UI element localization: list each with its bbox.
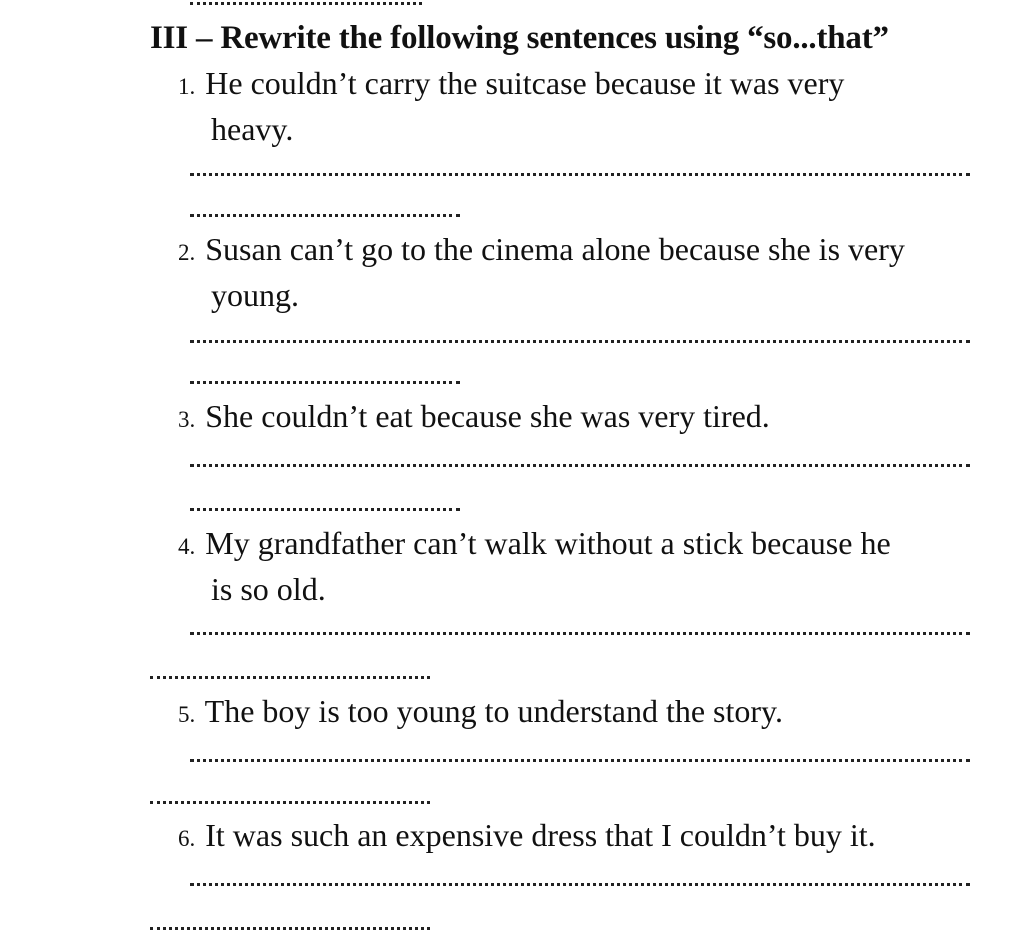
answer-line[interactable] (190, 214, 460, 217)
exercise-item-3 (178, 395, 978, 441)
item-text-line1: Susan can’t go to the cinema alone because she is very (205, 231, 905, 267)
exercise-title: III – Rewrite the following sentences using “so...that” (150, 20, 889, 56)
exercise-item-4 (178, 522, 978, 611)
answer-line-top (190, 2, 422, 5)
item-number: 6. (178, 826, 196, 851)
item-text-line1: My grandfather can’t walk without a stick because he (205, 525, 891, 561)
answer-line[interactable] (150, 927, 430, 930)
item-number: 5. (178, 702, 196, 727)
answer-line[interactable] (190, 464, 970, 467)
answer-line[interactable] (190, 632, 970, 635)
answer-line[interactable] (190, 340, 970, 343)
item-number: 3. (178, 407, 196, 432)
answer-line[interactable] (190, 381, 460, 384)
exercise-item-2 (178, 228, 978, 317)
item-number: 2. (178, 240, 196, 265)
item-number: 1. (178, 74, 196, 99)
exercise-item-6 (178, 814, 978, 860)
item-text-line1: He couldn’t carry the suitcase because it was very (205, 65, 845, 101)
answer-line[interactable] (190, 173, 970, 176)
item-text-line1: The boy is too young to understand the story. (204, 693, 783, 729)
answer-line[interactable] (190, 508, 460, 511)
item-number: 4. (178, 534, 196, 559)
exercise-item-1 (178, 62, 978, 151)
answer-line[interactable] (150, 801, 430, 804)
answer-line[interactable] (190, 759, 970, 762)
item-text-line1: She couldn’t eat because she was very tired. (205, 398, 770, 434)
item-text-line2: young. (211, 277, 299, 313)
answer-line[interactable] (150, 676, 430, 679)
exercise-item-5 (178, 690, 978, 736)
answer-line[interactable] (190, 883, 970, 886)
item-text-line2: is so old. (211, 571, 326, 607)
item-text-line1: It was such an expensive dress that I couldn’t buy it. (205, 817, 876, 853)
item-text-line2: heavy. (211, 111, 294, 147)
